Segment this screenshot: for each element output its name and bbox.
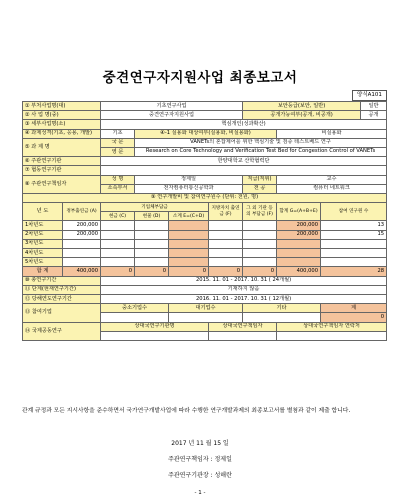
sub-business-label: ③ 세부사업명(소): [23, 120, 101, 129]
funding-row-cash: [101, 221, 135, 230]
funding-row-sub: [169, 221, 209, 230]
page-number: - 1 -: [194, 490, 206, 496]
joint-org-value: [101, 331, 209, 340]
funding-row-cash: [101, 249, 135, 258]
funding-row-cash: [101, 239, 135, 248]
funding-total-header: 합계 G=(A+B+E): [277, 203, 321, 221]
coop-org-value: [101, 166, 387, 175]
funding-people-header: 참여 연구원 수: [321, 203, 387, 221]
host-org-label: ⑥ 주관연구기관: [23, 157, 101, 166]
funding-total-local: 0: [209, 267, 243, 276]
funding-total-kind: 0: [135, 267, 169, 276]
companies-large-label: 대기업수: [169, 304, 243, 313]
english-title-value: Research on Core Technology and Verification Test Bed for Congestion Control of VANETs: [135, 147, 387, 156]
business-detail-label: ② 사 업 명(중): [23, 111, 101, 120]
joint-contact-value: [277, 331, 387, 340]
funding-row-year: 4차년도: [23, 249, 63, 258]
funding-row-local: [209, 258, 243, 267]
funding-row-year: 3차년도: [23, 239, 63, 248]
funding-row-total: [277, 249, 321, 258]
funding-row-gov: 200,000: [63, 221, 101, 230]
funding-row-sub: [169, 258, 209, 267]
funding-gov-header: 정부출연금 (A): [63, 203, 101, 221]
companies-sum-label: 계: [321, 304, 387, 313]
funding-row-other: [243, 221, 277, 230]
funding-total-people: 28: [321, 267, 387, 276]
funding-private-header: 기업체부담금: [101, 203, 209, 212]
funding-row-local: [209, 230, 243, 239]
funding-total-cash: 0: [101, 267, 135, 276]
research-type-label: ④ 과제성격(기초, 응용, 개발): [23, 129, 101, 138]
funding-row-local: [209, 239, 243, 248]
business-name-label: ① 부처사업명(대): [23, 102, 101, 111]
submission-date: 2017 년 11 월 15 일: [171, 440, 229, 447]
phase-period-value: 기재하지 않음: [101, 285, 387, 294]
pi-position-value: 교수: [277, 175, 387, 184]
companies-sme-value: [101, 313, 169, 322]
joint-contact-label: 상대국연구책임자 연락처: [277, 322, 387, 331]
funding-year-header: 년 도: [23, 203, 63, 221]
funding-row-year: 1차년도: [23, 221, 63, 230]
business-name-value: 기초연구사업: [101, 102, 243, 111]
funding-row-local: [209, 221, 243, 230]
funding-row-other: [243, 249, 277, 258]
host-org-value: 한양대학교 산학협력단: [101, 157, 387, 166]
submission-statement: 관계 규정과 모든 지시사항을 준수하면서 국가연구개발사업에 따라 수행한 연구개발과제의 최종보고서를 별첨과 같이 제출 합니다.: [22, 408, 351, 414]
funding-row-people: [321, 249, 387, 258]
pi-major-value: 컴퓨터 네트워크: [277, 184, 387, 193]
project-name-label: ⑤ 과 제 명: [23, 138, 101, 156]
funding-row-other: [243, 258, 277, 267]
joint-pi-label: 상대국연구책임자: [209, 322, 277, 331]
funding-row-kind: [135, 230, 169, 239]
funding-section-label: ⑨ 연구개발비 및 참여연구원수 (단위: 천원, 명): [23, 193, 387, 202]
practicality-value: 비실용화: [277, 129, 387, 138]
funding-row-local: [209, 249, 243, 258]
funding-row-year: 2차년도: [23, 230, 63, 239]
form-number: 양식A101: [352, 90, 387, 101]
funding-total-sub: 0: [169, 267, 209, 276]
security-value: 일반: [361, 102, 387, 111]
companies-sum-value: 0: [321, 313, 387, 322]
funding-row-sub: [169, 249, 209, 258]
business-detail-value: 중견연구자지원사업: [101, 111, 243, 120]
joint-pi-value: [209, 331, 277, 340]
funding-row-cash: [101, 230, 135, 239]
pi-major-label: 전 공: [243, 184, 277, 193]
funding-row-gov: [63, 258, 101, 267]
funding-row-kind: [135, 249, 169, 258]
pi-name-label: 성 명: [101, 175, 135, 184]
pi-signature: 주관연구책임자 : 정제일: [168, 456, 232, 463]
funding-sub-header: 소계 E=(C+D): [169, 212, 209, 221]
research-type-value: 기초: [101, 129, 135, 138]
joint-org-label: 상대국연구기관명: [101, 322, 209, 331]
companies-large-value: [169, 313, 243, 322]
companies-other-value: [243, 313, 321, 322]
funding-total-year: 합 계: [23, 267, 63, 276]
report-title: 중견연구자지원사업 최종보고서: [102, 70, 298, 86]
disclosure-label: 공개가능여부(공개, 비공개): [243, 111, 361, 120]
pi-label: ⑧ 주관연구책임자: [23, 175, 101, 193]
funding-row-other: [243, 239, 277, 248]
funding-row-total: [277, 258, 321, 267]
pi-dept-label: 소속부서: [101, 184, 135, 193]
funding-row-people: [321, 258, 387, 267]
funding-cash-header: 현금 (C): [101, 212, 135, 221]
year-period-label: ⑫ 당해연도연구기간: [23, 294, 101, 303]
funding-total-other: 0: [243, 267, 277, 276]
funding-row-sub: [169, 230, 209, 239]
coop-org-label: ⑦ 협동연구기관: [23, 166, 101, 175]
security-label: 보안등급(보안, 일반): [243, 102, 361, 111]
disclosure-value: 공개: [361, 111, 387, 120]
english-title-label: 영 문: [101, 147, 135, 156]
funding-row-total: [277, 239, 321, 248]
report-form-table: [22, 101, 387, 341]
funding-row-total: 200,000: [277, 230, 321, 239]
head-signature: 주관연구기관장 : 성해란: [168, 472, 232, 479]
funding-row-kind: [135, 239, 169, 248]
practicality-label: ④-1 실용화 대상여부(실용화, 비실용화): [135, 129, 277, 138]
sub-business-value: 핵심개인(성과확산): [101, 120, 387, 129]
funding-row-cash: [101, 258, 135, 267]
funding-local-header: 지방자치 출연금 (F): [209, 203, 243, 221]
funding-row-gov: 200,000: [63, 230, 101, 239]
funding-row-gov: [63, 249, 101, 258]
pi-name-value: 정제일: [135, 175, 243, 184]
funding-row-people: 15: [321, 230, 387, 239]
funding-total-gov: 400,000: [63, 267, 101, 276]
funding-row-sub: [169, 239, 209, 248]
joint-research-label: ⑭ 국제공동연구: [23, 322, 101, 340]
companies-label: ⑬ 참여기업: [23, 304, 101, 322]
total-period-value: 2015. 11. 01 - 2017. 10. 31 ( 24개월): [101, 276, 387, 285]
funding-row-people: 13: [321, 221, 387, 230]
companies-other-label: 기타: [243, 304, 321, 313]
funding-row-gov: [63, 239, 101, 248]
funding-other-header: 그 외 기관 등의 부담금 (F): [243, 203, 277, 221]
phase-period-label: ⑪ 단계(현재연구기간): [23, 285, 101, 294]
funding-row-kind: [135, 258, 169, 267]
funding-row-total: 200,000: [277, 221, 321, 230]
total-period-label: ⑩ 총연구기간: [23, 276, 101, 285]
funding-row-kind: [135, 221, 169, 230]
pi-position-label: 직급(직위): [243, 175, 277, 184]
year-period-value: 2016. 11. 01 - 2017. 10. 31 ( 12개월): [101, 294, 387, 303]
pi-dept-value: 전자컴퓨터통신공학과: [135, 184, 243, 193]
funding-total-total: 400,000: [277, 267, 321, 276]
companies-sme-label: 중소기업수: [101, 304, 169, 313]
funding-row-year: 5차년도: [23, 258, 63, 267]
funding-row-people: [321, 239, 387, 248]
korean-title-label: 국 문: [101, 138, 135, 147]
funding-row-other: [243, 230, 277, 239]
funding-kind-header: 현물 (D): [135, 212, 169, 221]
korean-title-value: VANETs의 혼잡제어를 위한 핵심기술 및 검증 테스트베드 연구: [135, 138, 387, 147]
